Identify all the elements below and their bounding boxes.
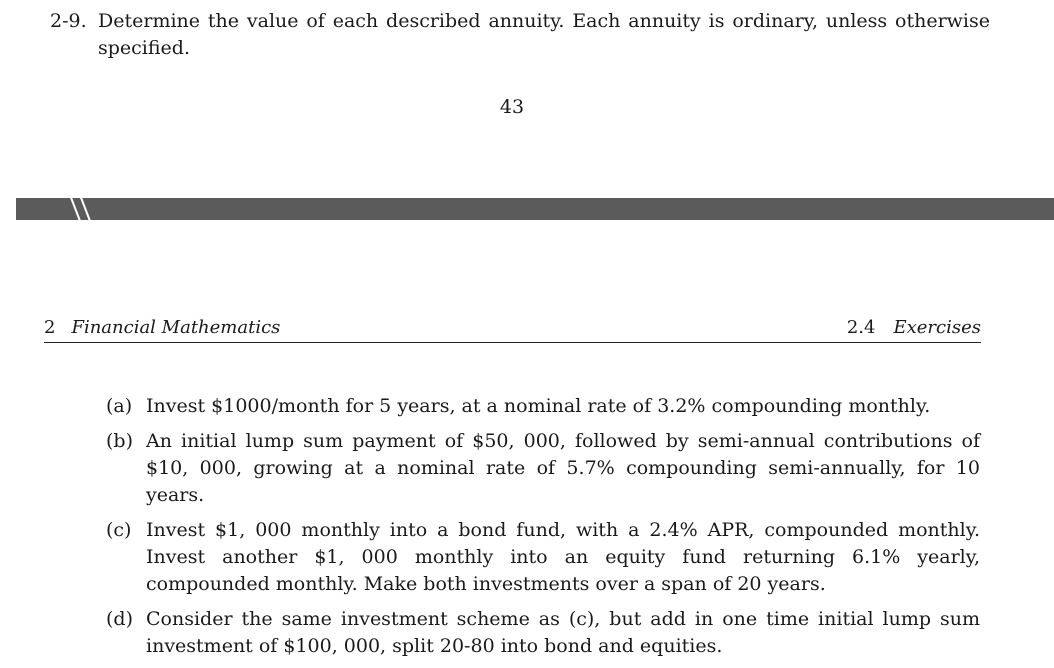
exercise-text: Invest $1, 000 monthly into a bond fund, with a 2.4% APR, compounded monthly. Invest another $1, 000 monthly into an equity fund returning 6.1% yearly, compounded monthly. Make both investments over a span of 20 years. <box>146 519 980 595</box>
exercise-text: Consider the same investment scheme as (c), but add in one time initial lump sum investment of $100, 000, split 20-80 into bond and equities. <box>146 608 980 657</box>
chapter-title: Financial Mathematics <box>71 317 281 338</box>
problem-statement <box>50 8 990 62</box>
exercise-item-d <box>106 606 980 660</box>
section-title: Exercises <box>893 317 981 338</box>
problem-number: 2-9. <box>50 10 87 32</box>
chapter-number: 2 <box>44 317 56 338</box>
exercise-label: (b) <box>106 430 133 452</box>
exercise-label: (d) <box>106 608 133 630</box>
exercise-item-b <box>106 428 980 509</box>
page-break-bar <box>16 198 1054 220</box>
exercise-list <box>106 393 980 668</box>
exercise-label: (a) <box>106 395 133 417</box>
running-head <box>44 314 981 343</box>
running-head-chapter <box>44 317 280 338</box>
exercise-label: (c) <box>106 519 132 541</box>
exercise-item-a <box>106 393 980 420</box>
exercise-text: Invest $1000/month for 5 years, at a nominal rate of 3.2% compounding monthly. <box>146 395 931 417</box>
running-head-section <box>847 317 981 338</box>
section-number: 2.4 <box>846 317 876 338</box>
page-break-marks <box>66 193 106 223</box>
exercise-item-c <box>106 517 980 598</box>
page-number: 43 <box>499 96 525 118</box>
problem-text: Determine the value of each described annuity. Each annuity is ordinary, unless otherwise specified. <box>98 10 990 59</box>
exercise-text: An initial lump sum payment of $50, 000, followed by semi-annual contributions of $10, 000, growing at a nominal rate of 5.7% compounding semi-annually, for 10 years. <box>146 430 980 506</box>
